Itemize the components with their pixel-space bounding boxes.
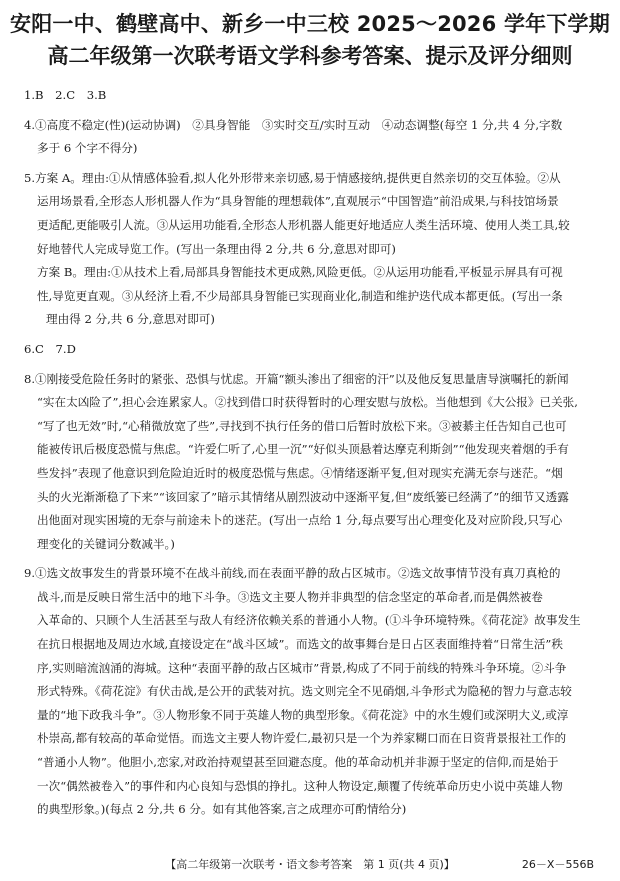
answer-q8 — [24, 368, 602, 557]
answer-q4 — [24, 114, 602, 161]
answer-q5-line: 方案 B。理由:①从技术上看,局部具身智能技术更成熟,风险更低。②从运用功能看,平板显示屏具有可视 — [37, 265, 563, 280]
footer-exam-code: 26－X－556B — [521, 858, 594, 871]
page-title-line-1: 安阳一中、鹤壁高中、新乡一中三校 2025～2026 学年下学期 — [10, 12, 610, 36]
answer-q4-line: 多于 6 个字不得分) — [37, 141, 138, 156]
answer-q5-line: 运用场景看,全形态人形机器人作为“具身智能的理想载体”,直观展示“中国智造”前沿成果,与科技馆场景 — [37, 194, 559, 209]
answer-q5-line: 理由得 2 分,共 6 分,意思对即可) — [46, 312, 215, 327]
answer-q9-line: 形式特殊。《荷花淀》有伏击战,是公开的武装对抗。选文则完全不见硝烟,斗争形式为隐秘的智力与意志较 — [37, 684, 572, 699]
answer-q6-7: 6.C 7.D — [24, 341, 76, 356]
answer-q5-line: 5.方案 A。理由:①从情感体验看,拟人化外形带来亲切感,易于情感接纳,提供更自然亲切的交互体验。②从 — [24, 170, 561, 185]
answer-q9-line: 的典型形象。)(每点 2 分,共 6 分。如有其他答案,言之成理亦可酌情给分) — [37, 802, 407, 817]
answer-q9-line: 一次“偶然被卷入”的事件和内心良知与恐惧的挣扎。这种人物设定,颠覆了传统革命历史小说中英雄人物 — [37, 778, 563, 793]
answer-q9-line: 量的“地下政我斗争”。③人物形象不同于英雄人物的典型形象。《荷花淀》中的水生嫂们或深明大义,或淳 — [37, 707, 569, 722]
answer-q5 — [24, 167, 602, 332]
answer-q9-line: 序,实则暗流汹涌的海城。这种“表面平静的敌占区城市”背景,构成了不同于前线的特殊斗争环境。②斗争 — [37, 660, 567, 675]
answer-q8-line: “实在太凶险了”,担心会连累家人。②找到借口时获得暂时的心理安慰与放松。当他想到《大公报》已关张, — [37, 395, 578, 410]
answer-q8-line: 头的火光渐渐稳了下来”“该回家了”暗示其情绪从剧烈波动中逐渐平复,但“废纸篓已经满了”的细节又透露 — [37, 489, 569, 504]
footer-page-info: 【高二年级第一次联考・语文参考答案 第 1 页(共 4 页)】 — [165, 858, 455, 871]
answer-q4-line: 4.①高度不稳定(性)(运动协调) ②具身智能 ③实时交互/实时互动 ④动态调整(每空 1 分,共 4 分,字数 — [24, 117, 563, 132]
answer-q8-line: 些发抖”表现了他意识到危险迫近时的极度恐慌与焦虑。④情绪逐渐平复,但对现实充满无奈与迷茫。“烟 — [37, 465, 563, 480]
page-title-line-2: 高二年级第一次联考语文学科参考答案、提示及评分细则 — [47, 44, 573, 68]
answer-q9-line: 入革命的、只顾个人生活甚至与敌人有经济依赖关系的普通小人物。(①斗争环境特殊。《荷花淀》故事发生 — [37, 613, 581, 628]
answer-q5-line: 性,导览更直观。③从经济上看,不少局部具身智能已实现商业化,制造和维护迭代成本都更低。(写出一条 — [37, 288, 563, 303]
answer-q9-line: 战斗,而是反映日常生活中的地下斗争。③选文主要人物并非典型的信念坚定的革命者,而是偶然被卷 — [37, 589, 543, 604]
answer-content — [24, 84, 602, 822]
answer-q8-line: 出他面对现实困境的无奈与前途未卜的迷茫。(写出一点给 1 分,每点要写出心理变化及对应阶段,只写心 — [37, 513, 563, 528]
answer-q5-line: 更适配,更能吸引人流。③从运用功能看,全形态人形机器人能更好地适应人类生活环境、使用人类工具,较 — [37, 217, 570, 232]
answer-q5-line: 好地替代人完成导览工作。(写出一条理由得 2 分,共 6 分,意思对即可) — [37, 241, 396, 256]
page-footer — [0, 856, 620, 874]
answer-q8-line: 理变化的关键词分数减半。) — [37, 536, 175, 551]
answer-q9-line: “普通小人物”。他胆小,恋家,对政治持观望甚至回避态度。他的革命动机并非源于坚定的信仰,而是始于 — [37, 755, 559, 770]
answer-q8-line: “写了也无效”时,“心稍微放宽了些”,寻找到不执行任务的借口后暂时放松下来。③被綦主任告知自己也可 — [37, 418, 567, 433]
answer-q1-3: 1.B 2.C 3.B — [24, 88, 107, 102]
answer-q9 — [24, 562, 602, 822]
answer-q9-line: 朴崇高,都有较高的革命觉悟。而选文主要人物许爱仁,最初只是一个为养家糊口而在日资背景报社工作的 — [37, 731, 567, 746]
answer-q9-line: 在抗日根据地及周边水域,直接设定在“战斗区域”。而选文的故事舞台是日占区表面维持着“日常生活”秩 — [37, 637, 563, 652]
answer-q9-line: 9.①选文故事发生的背景环境不在战斗前线,而在表面平静的敌占区城市。②选文故事情节没有真刀真枪的 — [24, 566, 561, 581]
answer-q8-line: 能被传讯后极度恐慌与焦虑。“许爱仁听了,心里一沉”“好似头顶悬着达摩克利斯剑”“他发现夹着烟的手有 — [37, 442, 569, 457]
answer-q8-line: 8.①刚接受危险任务时的紧张、恐惧与忧虑。开篇“额头渗出了细密的汗”以及他反复思量唐导演嘱托的新闻 — [24, 371, 569, 386]
